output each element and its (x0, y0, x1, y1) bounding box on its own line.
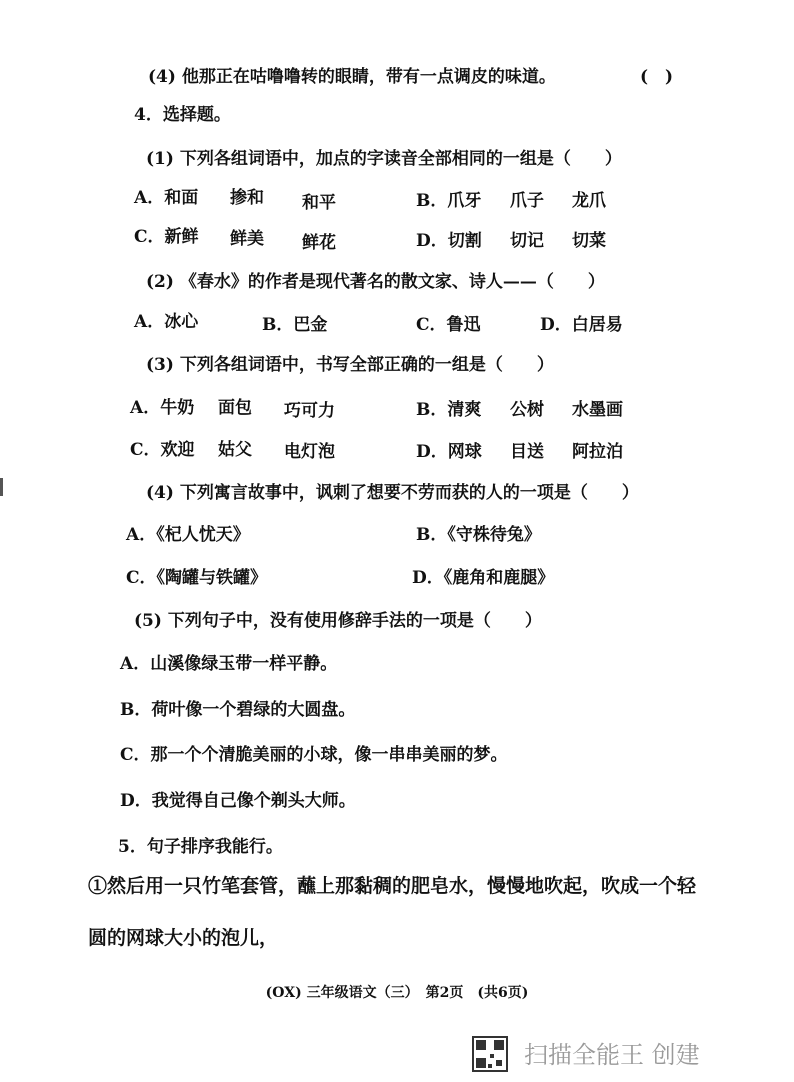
q5-title-line (0, 832, 794, 862)
stem-text: (5) 下列句子中，没有使用修辞手法的一项是（ ） (134, 611, 542, 631)
option-d-word3: 阿拉泊 (572, 442, 623, 462)
q4-title-line (0, 100, 794, 130)
q5-sentence-line2 (0, 923, 794, 953)
option-b-word3: 水墨画 (572, 400, 623, 420)
q4-item-2-options (0, 307, 794, 337)
q4-item-3-stem (0, 350, 794, 380)
option-a: A．冰心 (134, 312, 199, 332)
option-c: C．那一个个清脆美丽的小球，像一串串美丽的梦。 (120, 745, 508, 765)
option-b: B．《守株待兔》 (416, 525, 541, 545)
q4-item-5-option-c (0, 740, 794, 770)
q4-item-3-options-row2 (0, 435, 794, 465)
option-b-word3: 龙爪 (572, 191, 606, 211)
q4-item-4-stem (0, 478, 794, 508)
stem-text: (3) 下列各组词语中，书写全部正确的一组是（ ） (146, 355, 554, 375)
q5-sentence-line1 (0, 871, 794, 901)
option-b-word1: B．爪牙 (416, 191, 482, 211)
option-c-word2: 鲜美 (230, 229, 264, 249)
option-c-word1: C．欢迎 (130, 440, 195, 460)
option-c-word3: 电灯泡 (284, 442, 335, 462)
option-a-word1: A．牛奶 (130, 398, 195, 418)
answer-paren: ( ) (640, 67, 674, 87)
option-d: D．白居易 (540, 315, 623, 335)
q4-item-2-stem (0, 267, 794, 297)
q4-item-1-stem (0, 144, 794, 174)
watermark-text: 扫描全能王 创建 (524, 1041, 700, 1069)
option-a-word1: A．和面 (134, 188, 199, 208)
q4-item-4-options-row1 (0, 520, 794, 550)
scanner-watermark (472, 1034, 772, 1076)
q4-item-3-options-row1 (0, 393, 794, 423)
option-a-word3: 巧可力 (284, 401, 335, 421)
option-c-word2: 姑父 (218, 440, 252, 460)
q3-item-4 (0, 62, 794, 92)
option-c-word3: 鲜花 (302, 233, 336, 253)
option-d-word3: 切菜 (572, 231, 606, 251)
option-c: C．鲁迅 (416, 315, 481, 335)
stem-text: (4) 下列寓言故事中，讽刺了想要不劳而获的人的一项是（ ） (146, 483, 639, 503)
option-b-word2: 爪子 (510, 191, 544, 211)
q3-item-4-text: (4) 他那正在咕噜噜转的眼睛，带有一点调皮的味道。 (148, 67, 556, 87)
q5-sentence-1: ①然后用一只竹笔套管，蘸上那黏稠的肥皂水，慢慢地吹起，吹成一个轻 (88, 875, 697, 897)
option-d-word1: D．切割 (416, 231, 482, 251)
page-footer: (OX) 三年级语文（三） 第2页 (共6页) (265, 985, 529, 1001)
option-b: B．荷叶像一个碧绿的大圆盘。 (120, 700, 356, 720)
q5-title: 5．句子排序我能行。 (118, 837, 283, 857)
option-b-word1: B．清爽 (416, 400, 482, 420)
q4-item-1-options-row2 (0, 222, 794, 252)
option-d-word1: D．网球 (416, 442, 482, 462)
option-a-word3: 和平 (302, 193, 336, 213)
stem-text: (2) 《春水》的作者是现代著名的散文家、诗人——（ ） (146, 272, 605, 292)
q4-item-5-option-a (0, 649, 794, 679)
q5-sentence-1-cont: 圆的网球大小的泡儿， (88, 927, 279, 949)
option-d: D．我觉得自己像个剃头大师。 (120, 791, 356, 811)
option-a: A．山溪像绿玉带一样平静。 (120, 654, 338, 674)
option-b: B．巴金 (262, 315, 328, 335)
q4-item-4-options-row2 (0, 563, 794, 593)
option-b-word2: 公树 (510, 400, 544, 420)
option-c: C．《陶罐与铁罐》 (126, 568, 268, 588)
option-a-word2: 面包 (218, 398, 252, 418)
option-d-word2: 切记 (510, 231, 544, 251)
option-a: A．《杞人忧天》 (126, 525, 250, 545)
option-a-word2: 掺和 (230, 188, 264, 208)
option-d: D．《鹿角和鹿腿》 (412, 568, 555, 588)
option-d-word2: 目送 (510, 442, 544, 462)
qr-code-icon (472, 1036, 508, 1072)
q4-item-5-option-b (0, 695, 794, 725)
option-c-word1: C．新鲜 (134, 227, 199, 247)
stem-text: (1) 下列各组词语中，加点的字读音全部相同的一组是（ ） (146, 149, 622, 169)
q4-title: 4．选择题。 (134, 105, 231, 125)
q4-item-1-options-row1 (0, 183, 794, 213)
q4-item-5-option-d (0, 786, 794, 816)
q4-item-5-stem (0, 606, 794, 636)
